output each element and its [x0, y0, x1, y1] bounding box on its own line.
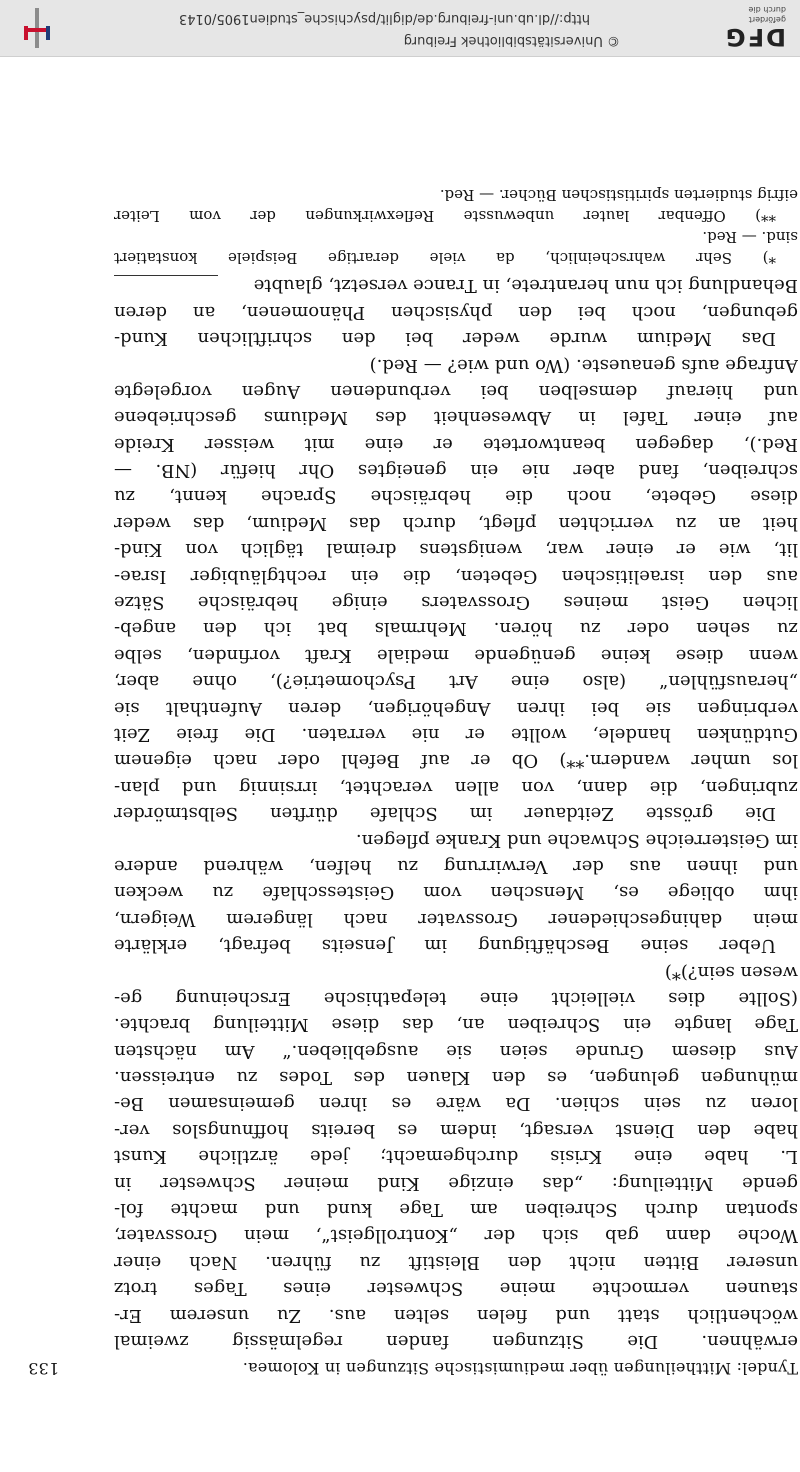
- body-text: [114, 272, 798, 1354]
- dfg-logo-caption: gefördert durch die: [748, 5, 786, 24]
- text-line: Behandlung ich nun herantrete, in Trance versetzt, glaubte: [253, 275, 798, 297]
- text-line: Die grösste Zeitdauer im Schlafe dürften Selbstmörder: [114, 803, 776, 825]
- text-line: los umher wandern.**) Ob er auf Befehl oder nach eigenem: [114, 750, 798, 772]
- footnote-line: eifrig studierten spiritistischen Bücher. — Red.: [439, 186, 798, 204]
- text-line: lit, wie er einer war, wenigstens dreimal täglich von Kind-: [114, 539, 798, 561]
- text-line: zubringen, die dann, von allen verachtet, irrsinnig und plan-: [114, 776, 798, 798]
- text-line: habe den Dienst versagt, indem es bereits hoffnungslos ver-: [114, 1119, 798, 1141]
- text-line: ihm obliege es, Menschen vom Geistesschlafe zu wecken: [114, 882, 798, 904]
- footnote-line: **) Offenbar lauter unbewusste Reflexwirkungen der vom Leiter: [114, 207, 776, 225]
- footnote-line: sind. — Red.: [702, 228, 798, 246]
- text-line: wöchentlich statt und fielen selten aus. Zu unserem Er-: [114, 1304, 798, 1326]
- ub-freiburg-icon: [24, 8, 50, 48]
- text-line: loren zu sein schien. Da wäre es ihren gemeinsamen Be-: [114, 1093, 798, 1115]
- text-line: spontan durch Schreiben am Tage kund und machte fol-: [114, 1199, 798, 1221]
- text-line: Anfrage aufs genaueste. (Wo und wie? — Red.): [369, 354, 798, 376]
- text-line: im Geisterreiche Schwache und Kranke pflegen.: [355, 829, 798, 851]
- text-line: auf einer Tafel in Abwesenheit des Mediums geschriebene: [114, 407, 798, 429]
- dfg-logo-text: DFG: [723, 23, 786, 51]
- text-line: „herausfühlen“ (also eine Art Psychometrie?), ohne aber,: [114, 671, 798, 693]
- text-line: gende Mitteilung: „das einzige Kind meiner Schwester in: [114, 1172, 798, 1194]
- dfg-logo: [723, 5, 786, 51]
- permalink[interactable]: http://dl.ub.uni-freiburg.de/diglit/psychische_studien1905/0143: [178, 11, 590, 26]
- text-line: staunen vermochte meine Schwester eines Tages trotz: [114, 1278, 798, 1300]
- text-line: erwähnen. Die Sitzungen fanden regelmässig zweimal: [114, 1331, 798, 1352]
- text-line: L. habe eine Krisis durchgemacht; jede ärztliche Kunst: [114, 1146, 798, 1168]
- text-line: und hierauf demselben bei verbundenen Augen vorgelegte: [114, 380, 798, 402]
- text-line: gebungen, noch bei den physischen Phänomenen, an deren: [114, 301, 798, 323]
- text-line: Das Medium wurde weder bei den schriftlichen Kund-: [114, 328, 776, 350]
- text-line: (Sollte dies vielleicht eine telepathische Erscheinung ge-: [114, 987, 798, 1009]
- text-line: wenn diese keine genügende mediale Kraft vorfinden, selbe: [114, 644, 798, 666]
- text-line: diese Gebete, noch die hebräische Sprache kennt, zu: [114, 486, 798, 508]
- running-header: [0, 1354, 800, 1384]
- running-title: Tyndel: Mittheilungen über mediumistische Sitzungen in Kolomea.: [242, 1359, 798, 1378]
- text-line: schreiben, fand aber nie ein geneigtes Ohr hiefür (NB. —: [114, 460, 798, 482]
- page-number: 133: [28, 1359, 60, 1378]
- text-line: verbringen sie bei ihren Angehörigen, deren Aufenthalt sie: [114, 697, 798, 719]
- viewer-footer-bar: [0, 0, 800, 57]
- text-line: Gutdünken handele, wollte er nie verraten. Die freie Zeit: [114, 724, 798, 746]
- text-line: wesen sein?)*): [664, 961, 798, 983]
- text-line: Red.), dagegen beantwortete er eine mit weisser Kreide: [114, 433, 798, 455]
- copyright-text: © Universitätsbibliothek Freiburg: [403, 33, 620, 48]
- footnote-line: *) Sehr wahrscheinlich, da viele derartige Beispiele konstatiert: [114, 249, 776, 267]
- text-line: Aus diesem Grunde seien sie ausgeblieben.“ Am nächsten: [114, 1040, 798, 1062]
- text-line: Tage langte ein Schreiben an, das diese Mitteilung brachte.: [114, 1014, 798, 1036]
- text-line: Woche dann gab sich der „Kontrollgeist“, mein Grossvater,: [114, 1225, 798, 1247]
- text-line: und ihnen aus der Verwirrung zu helfen, während andere: [114, 855, 798, 877]
- text-line: heit an zu verrichten pflegt, durch das Medium, das weder: [114, 512, 798, 534]
- text-line: lichen Geist meines Grossvaters einige hebräische Sätze: [114, 592, 798, 614]
- text-line: zu sehen oder zu hören. Mehrmals bat ich den angeb-: [114, 618, 798, 640]
- text-line: aus den israelitischen Gebeten, die ein rechtgläubiger Israe-: [114, 565, 798, 587]
- text-line: Ueber seine Beschäftigung im Jenseits befragt, erklärte: [114, 935, 776, 957]
- footnotes: [114, 184, 798, 268]
- text-line: unserer Bitten nicht den Bleistift zu führen. Nach einer: [114, 1251, 798, 1273]
- text-line: mühungen gelungen, es den Klauen des Todes zu entreissen.: [114, 1067, 798, 1089]
- footnote-rule: [114, 275, 218, 276]
- text-line: mein dahingeschiedener Grossvater nach längerem Weigern,: [114, 908, 798, 930]
